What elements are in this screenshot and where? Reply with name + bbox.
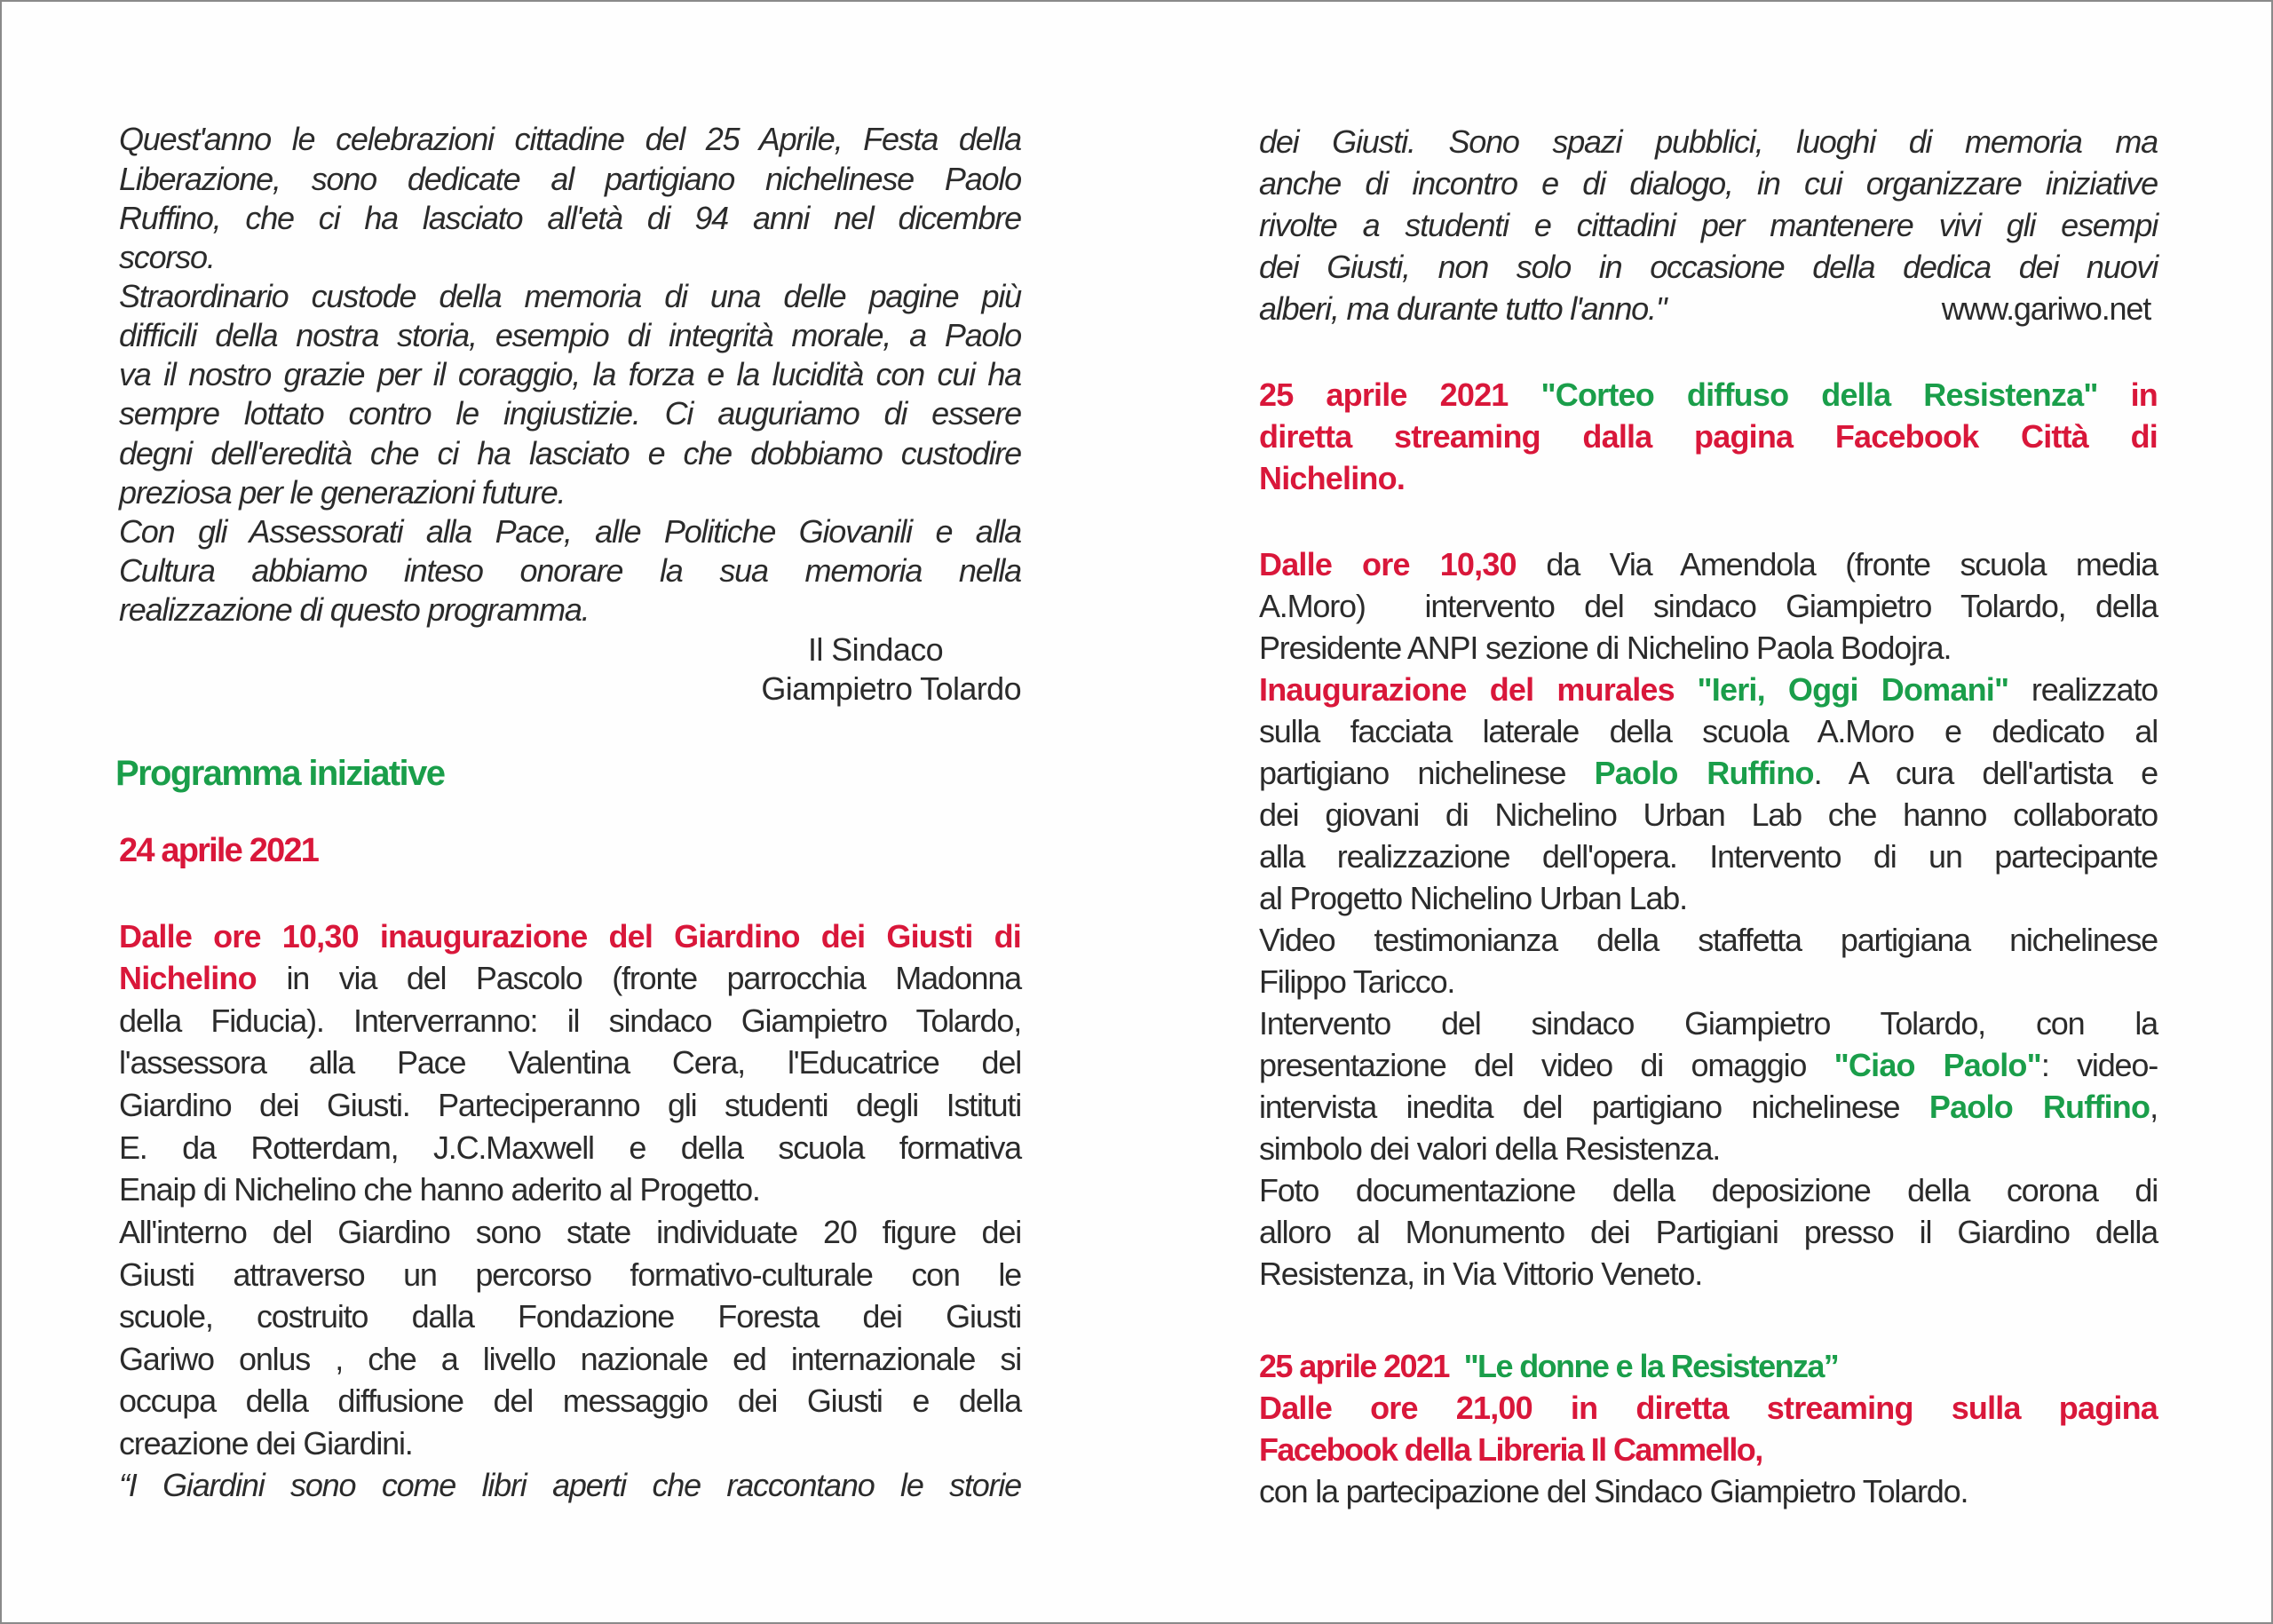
event2-title: "Le donne e la Resistenza” [1463,1348,1839,1384]
event2-line: con la partecipazione del Sindaco Giampietro Tolardo. [1259,1473,1968,1509]
video-line [1259,1045,2158,1086]
day1-headline-place: Nichelino [119,960,257,996]
event2-line: Dalle ore 21,00 in diretta streaming sulla pagina [1259,1390,2158,1426]
event1-header-rest: in [2097,376,2158,413]
interview-text: intervista inedita del partigiano nichelinese [1259,1089,1929,1125]
event1-title: "Corteo diffuso della Resistenza" [1540,376,2098,413]
mural-label: Inaugurazione del murales [1259,671,1675,708]
event1-line: Resistenza, in Via Vittorio Veneto. [1259,1256,1703,1292]
mural-line: sulla facciata laterale della scuola A.Moro e dedicato al [1259,713,2158,749]
day1-line: All'interno del Giardino sono state individuate 20 figure dei [119,1214,1021,1250]
intro-line: Liberazione, sono dedicate al partigiano nichelinese Paolo [119,161,1021,197]
event1-header-line: diretta streaming dalla pagina Facebook Città di [1259,418,2158,455]
interview-line [1259,1087,2158,1128]
intro-line: Ruffino, che ci ha lasciato all'età di 94 anni nel dicembre [119,200,1021,236]
gariwo-quote-line: alberi, ma durante tutto l'anno." [1259,290,1667,327]
intro-line: scorso. [119,239,215,275]
event1-line: A.Moro) intervento del sindaco Giampietro Tolardo, della [1259,588,2158,624]
day1-line: Enaip di Nichelino che hanno aderito al Progetto. [119,1171,760,1208]
day1-line: scuole, costruito dalla Fondazione Foresta dei Giusti [119,1298,1021,1335]
day1-line: creazione dei Giardini. [119,1425,413,1462]
gariwo-quote-line: dei Giusti, non solo in occasione della dedica dei nuovi [1259,249,2158,285]
intro-line: Cultura abbiamo inteso onorare la sua memoria nella [119,552,1021,589]
day1-date: 24 aprile 2021 [119,832,319,869]
mural-line [1259,669,2158,710]
gariwo-quote-line: rivolte a studenti e cittadini per mantenere vivi gli esempi [1259,207,2158,243]
signature-role: Il Sindaco [808,631,944,668]
video-text: presentazione del video di omaggio [1259,1047,1834,1083]
day1-location: in via del Pascolo (fronte parrocchia Madonna [256,960,1021,996]
mural-line [1259,753,2158,794]
day1-line: Giusti attraverso un percorso formativo-culturale con le [119,1256,1021,1293]
day1-line: E. da Rotterdam, J.C.Maxwell e della scuola formativa [119,1129,1021,1166]
day1-line: Gariwo onlus , che a livello nazionale ed internazionale si [119,1341,1021,1377]
event1-time: Dalle ore 10,30 [1259,546,1517,582]
event1-line: dei giovani di Nichelino Urban Lab che hanno collaborato [1259,796,2158,833]
event2-date: 25 aprile 2021 [1259,1348,1449,1384]
intro-line: Straordinario custode della memoria di una delle pagine più [119,278,1021,314]
gariwo-quote-line: “I Giardini sono come libri aperti che raccontano le storie [119,1467,1021,1503]
interview-text: , [2150,1089,2158,1125]
mural-text: partigiano nichelinese [1259,755,1595,791]
event1-line: simbolo dei valori della Resistenza. [1259,1130,1721,1167]
intro-line: degni dell'eredità che ci ha lasciato e che dobbiamo custodire [119,435,1021,471]
event1-line: Foto documentazione della deposizione della corona di [1259,1172,2158,1208]
intro-line: realizzazione di questo programma. [119,591,590,628]
intro-line: preziosa per le generazioni future. [119,474,566,511]
day1-line: della Fiducia). Interverranno: il sindaco Giampietro Tolardo, [119,1002,1021,1039]
event1-line: Intervento del sindaco Giampietro Tolardo, con la [1259,1005,2158,1042]
video-text: : video- [2040,1047,2158,1083]
program-title: Programma iniziative [115,754,445,793]
day1-line: l'assessora alla Pace Valentina Cera, l'Educatrice del [119,1044,1021,1081]
day1-line [119,958,1021,999]
intro-line: sempre lottato contro le ingiustizie. Ci auguriamo di essere [119,395,1021,432]
event1-header [1259,375,2158,416]
event1-line: Video testimonianza della staffetta partigiana nichelinese [1259,922,2158,958]
event1-header-line: Nichelino. [1259,460,1406,496]
intro-line: va il nostro grazie per il coraggio, la forza e la lucidità con cui ha [119,356,1021,392]
event2-header [1259,1346,2158,1387]
event1-line: al Progetto Nichelino Urban Lab. [1259,880,1687,916]
day1-line: occupa della diffusione del messaggio dei Giusti e della [119,1382,1021,1419]
signature-name: Giampietro Tolardo [761,670,1021,707]
event1-location: da Via Amendola (fronte scuola media [1516,546,2158,582]
intro-line: difficili della nostra storia, esempio di integrità morale, a Paolo [119,317,1021,353]
gariwo-link[interactable]: www.gariwo.net [1941,290,2150,327]
video-title: "Ciao Paolo" [1833,1047,2041,1083]
day1-headline: Dalle ore 10,30 inaugurazione del Giardino dei Giusti di [119,918,1021,955]
event1-line [1259,544,2158,585]
day1-line: Giardino dei Giusti. Parteciperanno gli studenti degli Istituti [119,1087,1021,1123]
event1-line: Filippo Taricco. [1259,963,1455,1000]
event1-line: alla realizzazione dell'opera. Intervento di un partecipante [1259,838,2158,875]
mural-rest: realizzato [2008,671,2158,708]
event1-date: 25 aprile 2021 [1259,376,1509,413]
partisan-name: Paolo Ruffino [1594,755,1814,791]
event1-line: Presidente ANPI sezione di Nichelino Paola Bodojra. [1259,630,1952,666]
gariwo-quote-line: anche di incontro e di dialogo, in cui organizzare iniziative [1259,165,2158,202]
event1-line: alloro al Monumento dei Partigiani presso il Giardino della [1259,1214,2158,1250]
partisan-name: Paolo Ruffino [1928,1089,2150,1125]
event2-line: Facebook della Libreria Il Cammello, [1259,1431,1762,1468]
intro-line: Con gli Assessorati alla Pace, alle Politiche Giovanili e alla [119,513,1021,550]
intro-line: Quest'anno le celebrazioni cittadine del 25 Aprile, Festa della [119,121,1021,157]
gariwo-quote-line: dei Giusti. Sono spazi pubblici, luoghi di memoria ma [1259,123,2158,160]
mural-text: . A cura dell'artista e [1813,755,2158,791]
mural-title: "Ieri, Oggi Domani" [1697,671,2009,708]
